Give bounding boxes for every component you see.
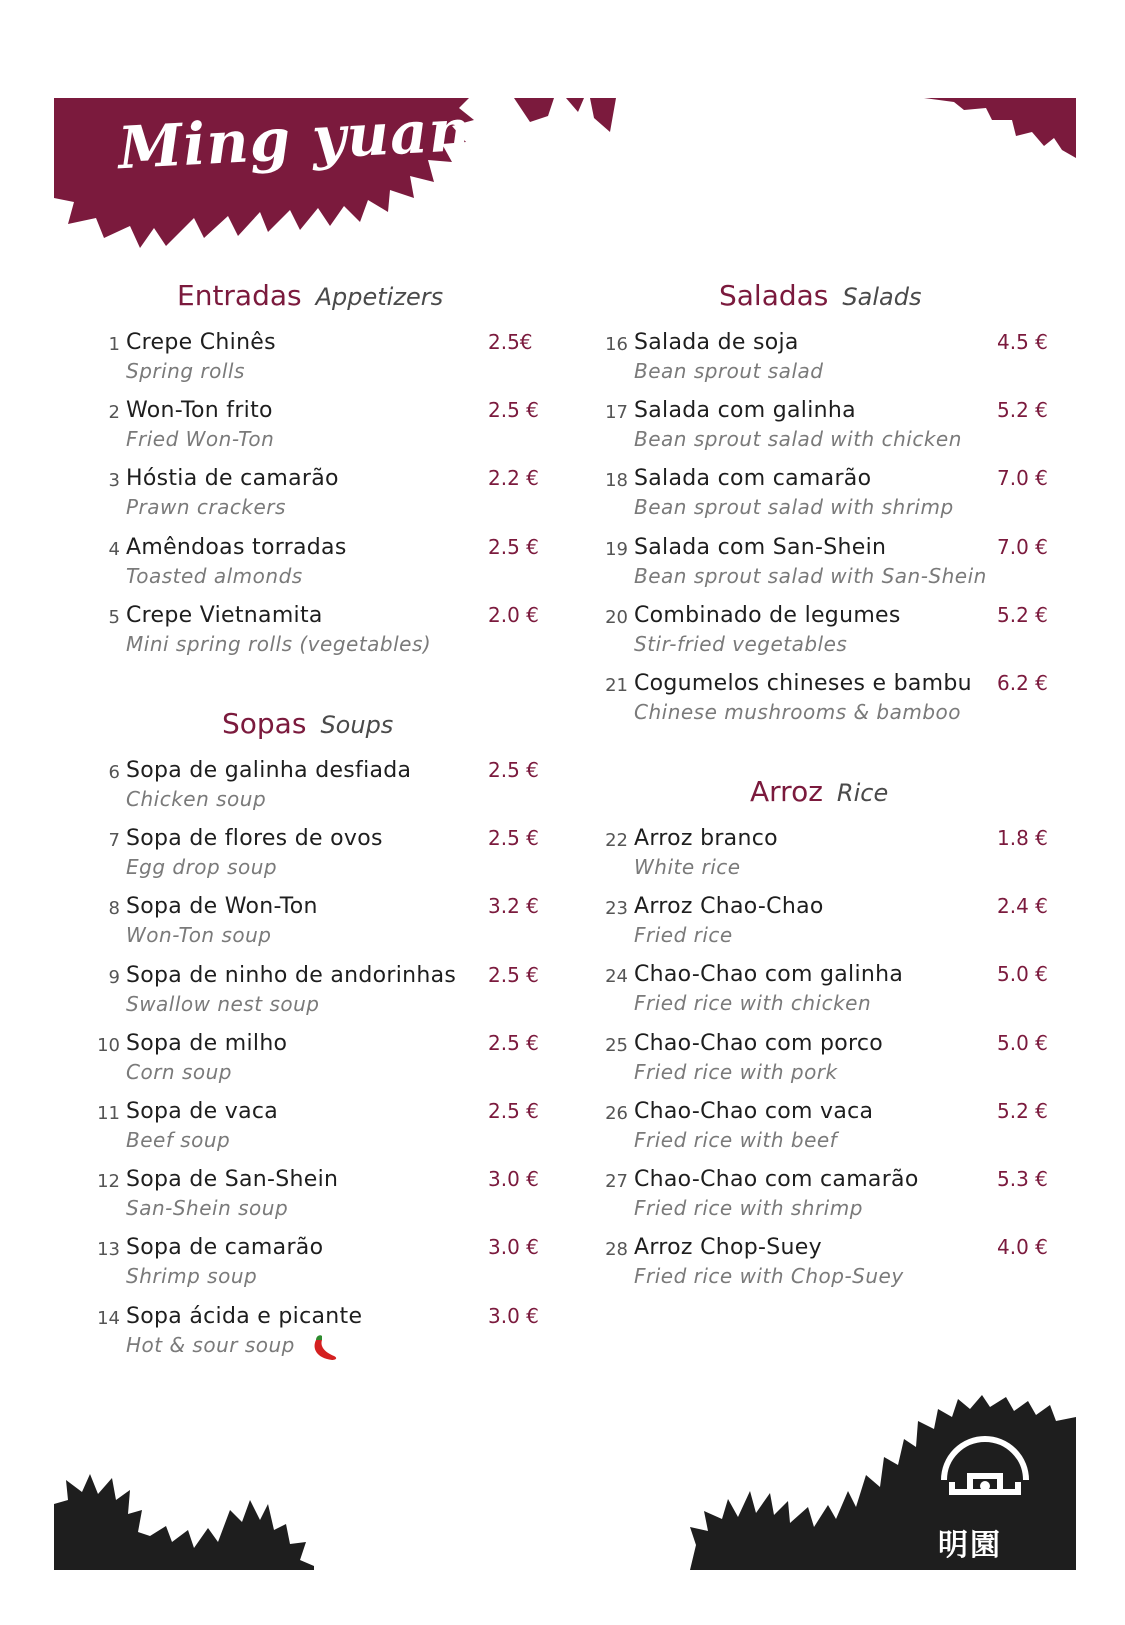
menu-item-description: Bean sprout salad with chicken	[634, 427, 962, 452]
menu-item-description: Chicken soup	[126, 787, 267, 811]
menu-item-number: 25	[605, 1034, 628, 1056]
menu-item-number: 7	[108, 830, 120, 852]
menu-item-price: 7.0 €	[997, 534, 1048, 559]
menu-item-number: 6	[108, 762, 120, 783]
menu-item-price: 3.0 €	[488, 1303, 539, 1328]
menu-item-description: Fried rice with Chop-Suey	[634, 1264, 904, 1289]
menu-item-price: 2.5 €	[488, 826, 539, 851]
menu-item-name: Sopa de milho	[126, 1030, 288, 1056]
menu-item-description: Fried Won-Ton	[126, 427, 275, 452]
menu-item-name: Salada com camarão	[634, 466, 872, 492]
menu-item-number: 5	[108, 606, 120, 628]
menu-item	[96, 398, 558, 458]
menu-item-name: Chao-Chao com porco	[634, 1030, 884, 1056]
leaf-silhouette-left	[54, 1470, 314, 1570]
menu-item-number: 19	[605, 538, 628, 560]
section-title-pt: Saladas	[719, 279, 829, 312]
menu-item-price: 3.2 €	[488, 894, 539, 919]
menu-item-price: 5.2 €	[997, 1098, 1048, 1123]
menu-item-number: 8	[108, 898, 120, 920]
menu-item	[96, 758, 558, 818]
menu-item-name: Arroz branco	[634, 826, 778, 851]
menu-item	[96, 894, 558, 954]
menu-item-description: Fried rice with pork	[634, 1059, 838, 1084]
menu-item-number: 10	[97, 1034, 120, 1056]
section-title-en: Salads	[842, 283, 922, 311]
menu-item-description: Prawn crackers	[126, 495, 286, 520]
menu-item-price: 2.0 €	[488, 602, 539, 627]
menu-item-price: 5.0 €	[997, 962, 1048, 987]
menu-item-price: 2.5 €	[488, 534, 539, 559]
menu-item-name: Sopa de camarão	[126, 1235, 324, 1261]
chinese-logo-text: 明園	[938, 1528, 1002, 1563]
menu-item	[604, 962, 1067, 1022]
menu-item-name: Arroz Chop-Suey	[634, 1235, 822, 1261]
menu-item-number: 11	[97, 1103, 120, 1124]
menu-item-description: Bean sprout salad with shrimp	[634, 495, 954, 520]
menu-item-number: 2	[108, 402, 120, 424]
section-title-en: Soups	[320, 711, 394, 739]
menu-item-name: Crepe Vietnamita	[126, 602, 323, 628]
menu-item-price: 2.5 €	[488, 758, 539, 782]
menu-item	[604, 535, 1067, 595]
menu-item-name: Crepe Chinês	[126, 330, 276, 355]
menu-item	[604, 1031, 1067, 1091]
menu-item-price: 4.0 €	[997, 1235, 1048, 1260]
menu-item	[96, 1235, 558, 1295]
chili-pepper-icon	[310, 1334, 340, 1364]
menu-item-price: 5.2 €	[997, 398, 1048, 423]
menu-item	[96, 1099, 558, 1159]
menu-item-description: Spring rolls	[126, 359, 245, 383]
menu-item-description: Bean sprout salad	[634, 359, 824, 383]
menu-item-number: 22	[605, 830, 628, 851]
menu-item	[96, 826, 558, 886]
menu-item-name: Hóstia de camarão	[126, 466, 339, 492]
menu-item-number: 9	[108, 966, 120, 988]
menu-item-number: 3	[108, 470, 120, 492]
menu-item-name: Sopa de flores de ovos	[126, 826, 383, 852]
menu-item-description: Mini spring rolls (vegetables)	[126, 631, 432, 656]
section-title-en: Appetizers	[315, 283, 444, 311]
menu-item-description: Toasted almonds	[126, 563, 303, 588]
menu-item-description: Swallow nest soup	[126, 991, 320, 1016]
menu-item-price: 5.3 €	[997, 1167, 1048, 1191]
menu-item-number: 4	[108, 538, 120, 560]
menu-item-name: Arroz Chao-Chao	[634, 894, 824, 920]
menu-item-number: 20	[605, 606, 628, 628]
menu-item-description: Shrimp soup	[126, 1264, 258, 1289]
menu-item-price: 3.0 €	[488, 1167, 539, 1192]
menu-item-name: Sopa de Won-Ton	[126, 894, 318, 920]
menu-item	[604, 894, 1067, 954]
menu-item-description: Fried rice	[634, 923, 733, 948]
menu-item-name: Chao-Chao com galinha	[634, 962, 904, 988]
menu-item-description: San-Shein soup	[126, 1196, 289, 1221]
menu-item-price: 6.2 €	[997, 671, 1048, 695]
section-title-pt: Arroz	[750, 775, 823, 808]
menu-item-name: Salada de soja	[634, 330, 799, 355]
menu-item-name: Combinado de legumes	[634, 602, 901, 628]
menu-item-number: 28	[605, 1239, 628, 1261]
menu-item-description: Bean sprout salad with San-Shein	[634, 563, 987, 588]
menu-item	[96, 466, 558, 526]
menu-item	[96, 1031, 558, 1091]
menu-item-price: 2.5 €	[488, 398, 539, 423]
menu-item-description: Fried rice with beef	[634, 1127, 838, 1152]
menu-item-price: 1.8 €	[997, 826, 1048, 850]
menu-item-price: 2.5 €	[488, 1030, 539, 1055]
section-title-soups	[222, 707, 394, 740]
menu-item-name: Salada com San-Shein	[634, 534, 887, 560]
menu-item-number: 14	[97, 1307, 120, 1329]
menu-item-number: 16	[605, 334, 628, 355]
menu-item	[96, 963, 558, 1023]
menu-item-description: Beef soup	[126, 1128, 231, 1152]
menu-item-number: 21	[605, 675, 628, 696]
menu-item	[96, 603, 558, 663]
menu-item-name: Chao-Chao com vaca	[634, 1098, 874, 1124]
menu-item	[96, 1167, 558, 1227]
menu-item	[96, 330, 558, 390]
menu-item-price: 7.0 €	[997, 466, 1048, 491]
menu-item-name: Sopa de galinha desfiada	[126, 758, 412, 783]
menu-item-description: Hot & sour soup	[126, 1332, 295, 1357]
menu-item	[604, 826, 1067, 886]
menu-item-description: Chinese mushrooms & bamboo	[634, 700, 962, 724]
menu-item-price: 4.5 €	[997, 330, 1048, 354]
menu-item-number: 18	[605, 470, 628, 492]
menu-item-number: 23	[605, 898, 628, 920]
menu-item-number: 24	[605, 966, 628, 988]
menu-item-name: Won-Ton frito	[126, 398, 273, 424]
menu-item-price: 2.5€	[488, 330, 533, 354]
menu-item-number: 1	[108, 334, 120, 355]
menu-item-number: 17	[605, 402, 628, 424]
section-title-en: Rice	[836, 779, 889, 807]
menu-item-name: Amêndoas torradas	[126, 534, 347, 560]
menu-item-price: 2.4 €	[997, 894, 1048, 919]
menu-item-name: Sopa de San-Shein	[126, 1167, 339, 1193]
menu-item-number: 26	[605, 1102, 628, 1124]
menu-item	[604, 398, 1067, 458]
menu-item-price: 5.2 €	[997, 602, 1048, 627]
menu-item-description: White rice	[634, 855, 741, 879]
menu-item-name: Salada com galinha	[634, 398, 856, 424]
menu-item	[604, 603, 1067, 663]
section-title-pt: Entradas	[177, 279, 302, 312]
menu-item	[604, 1167, 1067, 1227]
menu-item-description: Fried rice with shrimp	[634, 1196, 863, 1220]
menu-item	[604, 330, 1067, 390]
section-title-pt: Sopas	[222, 707, 307, 740]
menu-item-name: Chao-Chao com camarão	[634, 1167, 919, 1192]
menu-item-price: 5.0 €	[997, 1030, 1048, 1055]
section-title-appetizers	[177, 279, 444, 312]
menu-item-name: Sopa de vaca	[126, 1099, 279, 1124]
menu-item-number: 13	[97, 1239, 120, 1261]
section-title-salads	[719, 279, 922, 312]
menu-item-name: Sopa ácida e picante	[126, 1303, 363, 1329]
menu-item-name: Sopa de ninho de andorinhas	[126, 962, 457, 988]
menu-item-name: Cogumelos chineses e bambu	[634, 671, 972, 696]
menu-item-price: 3.0 €	[488, 1235, 539, 1260]
menu-item	[96, 1304, 558, 1364]
menu-item	[96, 535, 558, 595]
menu-item-description: Corn soup	[126, 1059, 232, 1084]
menu-item-number: 12	[97, 1171, 120, 1193]
menu-item-number: 27	[605, 1171, 628, 1192]
menu-item-description: Won-Ton soup	[126, 923, 272, 948]
menu-item-description: Fried rice with chicken	[634, 991, 872, 1016]
brand-logo: Ming yuan	[116, 95, 474, 183]
menu-item	[604, 1235, 1067, 1295]
menu-item-price: 2.5 €	[488, 962, 539, 987]
menu-item	[604, 466, 1067, 526]
menu-item-description: Egg drop soup	[126, 855, 278, 880]
menu-item	[604, 1099, 1067, 1159]
menu-item	[604, 671, 1067, 731]
menu-item-price: 2.5 €	[488, 1099, 539, 1123]
menu-item-price: 2.2 €	[488, 466, 539, 491]
menu-item-description: Stir-fried vegetables	[634, 631, 848, 656]
section-title-rice	[750, 775, 889, 808]
